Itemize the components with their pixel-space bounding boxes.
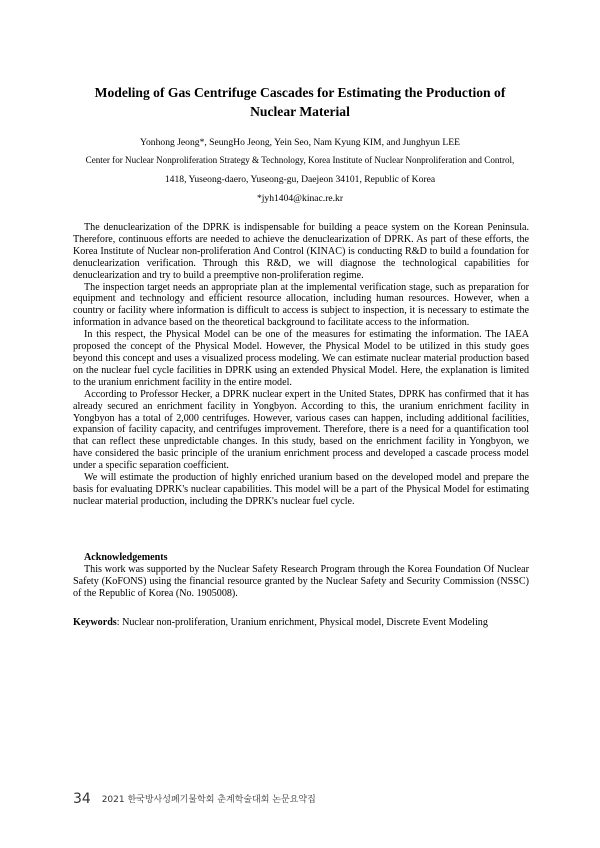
page-footer <box>73 791 316 807</box>
acknowledgements-section <box>73 552 529 600</box>
author-list: Yonhong Jeong*, SeungHo Jeong, Yein Seo, Nam Kyung KIM, and Junghyun LEE <box>140 137 460 148</box>
paper-title: Modeling of Gas Centrifuge Cascades for Estimating the Production of Nuclear Material <box>94 85 506 119</box>
page-number: 34 <box>73 791 91 807</box>
body-paragraph-1: The denuclearization of the DPRK is indispensable for building a peace system on the Korean Peninsula. Therefore, continuous efforts are needed to achieve the denuclearization of DPRK. As part of these efforts, the Korea Institute of Nuclear non-proliferation And Control (KINAC) is conducting R&D to build a foundation for denuclearization verification. Through this R&D, we will diagnose the technological capabilities for denuclearization and try to build a preemptive non-proliferation regime. <box>73 222 529 281</box>
keywords-label: Keywords <box>73 617 117 628</box>
acknowledgements-heading: Acknowledgements <box>84 552 168 563</box>
affiliation-line-2: 1418, Yuseong-daero, Yuseong-gu, Daejeon 34101, Republic of Korea <box>164 174 436 185</box>
affiliation-line-1: Center for Nuclear Nonproliferation Strategy & Technology, Korea Institute of Nuclear Nonproliferation and Control, <box>85 155 515 165</box>
proceedings-title: 2021 한국방사성폐기물학회 춘계학술대회 논문요약집 <box>101 795 316 805</box>
body-paragraph-2: The inspection target needs an appropriate plan at the implemental verification stage, such as preparation for equipment and technology and efficient resource allocation, including human resources. However, when a country or facility where information is difficult to access is subject to inspection, it is necessary to estimate the information in advance based on the theoretical background to facilitate access to the information. <box>73 281 529 329</box>
corresponding-email: *jyh1404@kinac.re.kr <box>256 193 344 204</box>
keywords-text: : Nuclear non-proliferation, Uranium enrichment, Physical model, Discrete Event Modeling <box>116 617 488 628</box>
abstract-body <box>73 222 529 508</box>
keywords-section <box>73 617 529 629</box>
acknowledgements-text: This work was supported by the Nuclear Safety Research Program through the Korea Foundation Of Nuclear Safety (KoFONS) using the financial resource granted by the Nuclear Safety and Security Commission (NSSC) of the Republic of Korea (No. 1905008). <box>73 563 529 599</box>
body-paragraph-3: In this respect, the Physical Model can be one of the measures for estimating the information. The IAEA proposed the concept of the Physical Model. However, the Physical Model to be utilized in this study goes beyond this concept and uses a visualized process modeling. We can estimate nuclear material production based on the nuclear fuel cycle facilities in DPRK using an extended Physical Model. Here, the explanation is limited to the uranium enrichment facility in the entire model. <box>73 329 529 388</box>
body-paragraph-4: According to Professor Hecker, a DPRK nuclear expert in the United States, DPRK has confirmed that it has already secured an enrichment facility in Yongbyon. According to this, the uranium enrichment facility in Yongbyon has a total of 2,000 centrifuges. However, various cases can happen, including additional facilities, expansion of facility capacity, and centrifuges improvement. Therefore, there is a need for a quantification tool that can reflect these unpredictable changes. In this study, based on the enrichment facility in Yongbyon, we have considered the basic principle of the uranium enrichment process and developed a cascade process model under a specific separation coefficient. <box>73 388 529 472</box>
body-paragraph-5: We will estimate the production of highly enriched uranium based on the developed model and prepare the basis for evaluating DPRK's nuclear capabilities. This model will be a part of the Physical Model for estimating nuclear material production, including the DPRK's nuclear fuel cycle. <box>73 472 529 507</box>
